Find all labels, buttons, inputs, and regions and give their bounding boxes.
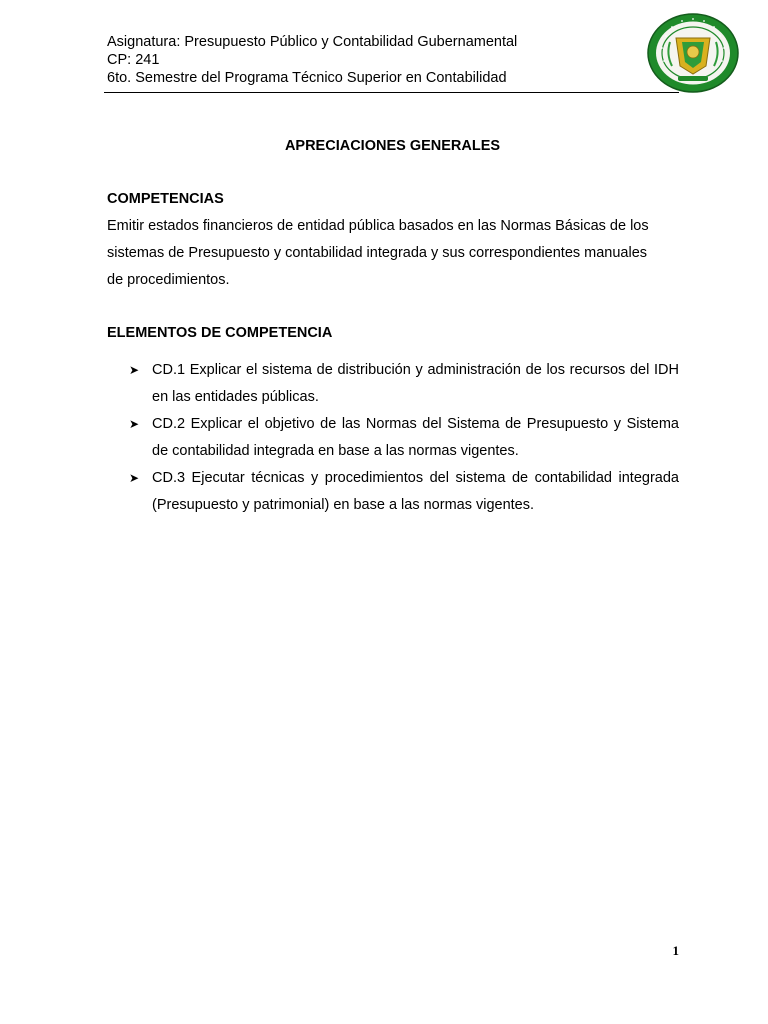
arrowhead-bullet-icon: ➤ (129, 417, 140, 431)
list-item-text: CD.1 Explicar el sistema de distribución y administración de los recursos del IDH en las entidades públicas. (152, 362, 679, 405)
document-title: APRECIACIONES GENERALES (284, 138, 501, 154)
paragraph-line: de procedimientos. (107, 272, 230, 288)
list-item-text: CD.3 Ejecutar técnicas y procedimientos del sistema de contabilidad integrada (Presupuesto y patrimonial) en base a las normas vigentes. (152, 470, 679, 513)
header-divider (104, 92, 679, 93)
elementos-heading: ELEMENTOS DE COMPETENCIA (107, 325, 333, 341)
arrowhead-bullet-icon: ➤ (129, 471, 140, 485)
competencias-paragraph (107, 213, 678, 294)
list-item-text: CD.2 Explicar el objetivo de las Normas del Sistema de Presupuesto y Sistema de contabilidad integrada en base a las normas vigentes. (152, 416, 679, 459)
competencias-heading: COMPETENCIAS (107, 191, 224, 207)
page-number: 1 (672, 943, 679, 958)
competence-elements-list (107, 357, 679, 519)
paragraph-line: sistemas de Presupuesto y contabilidad integrada y sus correspondientes manuales (107, 245, 648, 261)
list-item (107, 357, 679, 411)
page-header (107, 33, 677, 87)
university-seal-icon (646, 12, 740, 94)
list-item (107, 411, 679, 465)
arrowhead-bullet-icon: ➤ (129, 363, 140, 377)
header-course-code: CP: 241 (107, 52, 160, 68)
header-semester: 6to. Semestre del Programa Técnico Superior en Contabilidad (107, 70, 507, 86)
header-subject: Asignatura: Presupuesto Público y Contabilidad Gubernamental (107, 34, 518, 50)
list-item (107, 465, 679, 519)
paragraph-line: Emitir estados financieros de entidad pública basados en las Normas Básicas de los (107, 218, 649, 234)
